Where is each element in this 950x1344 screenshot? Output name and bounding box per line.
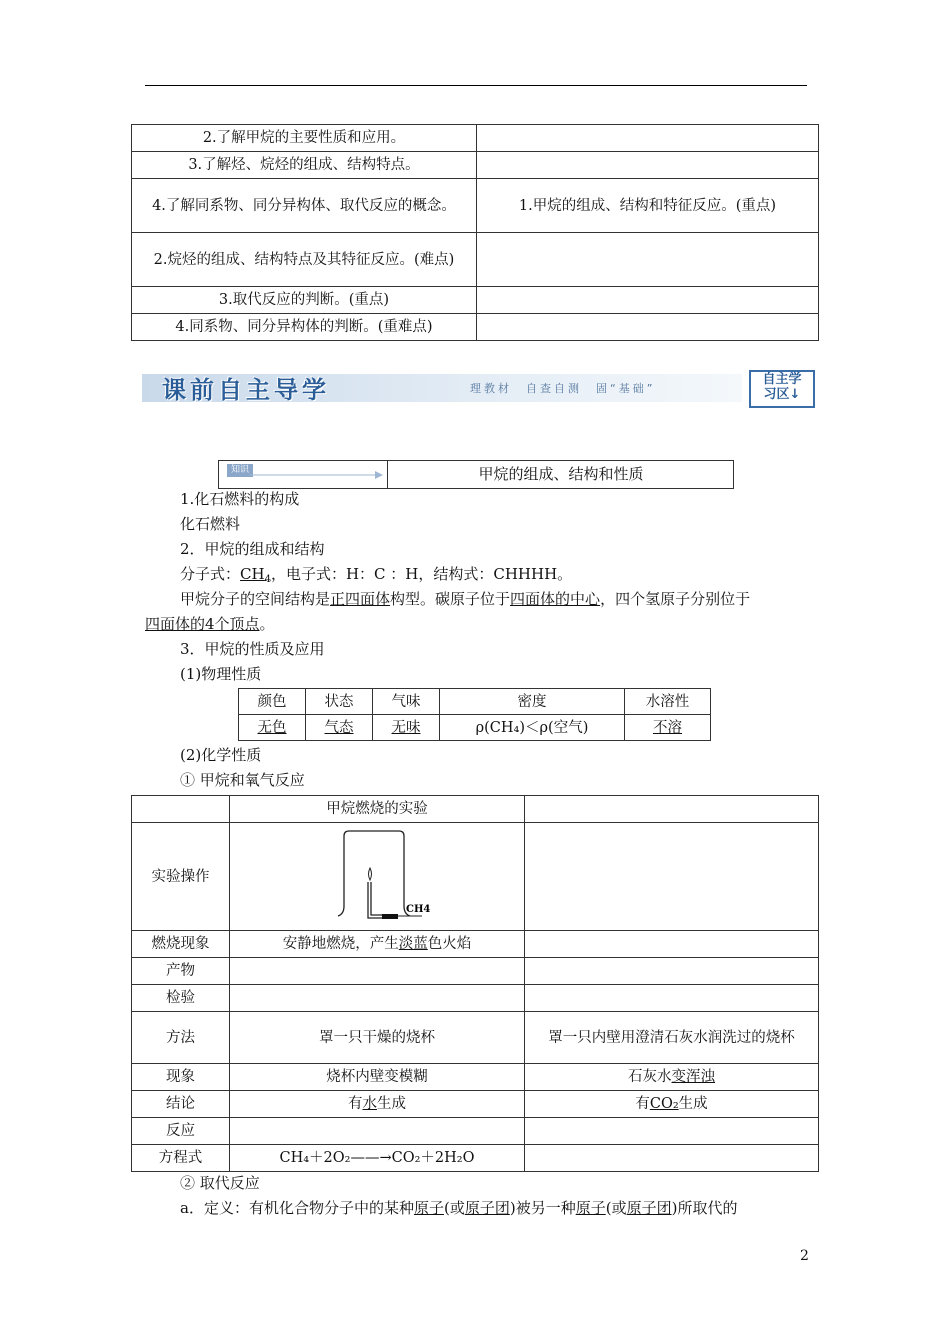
observation-label: 现象 — [132, 1064, 230, 1091]
gas-tube-icon — [382, 914, 398, 919]
operation-label: 实验操作 — [132, 823, 230, 931]
method-limewater-beaker: 罩一只内壁用澄清石灰水润洗过的烧杯 — [525, 1012, 819, 1064]
heading-properties: 3．甲烷的性质及应用 — [180, 640, 325, 658]
value-solubility: 不溶 — [625, 715, 711, 741]
fossil-fuels-body: 化石燃料 — [180, 515, 241, 533]
heading-chemical: (2)化学性质 — [180, 746, 262, 764]
structure-line-1: 甲烷分子的空间结构是正四面体构型。碳原子位于四面体的中心，四个氢原子分别位于 — [180, 590, 751, 608]
physical-properties-table — [238, 688, 711, 741]
combustion-header: 甲烷燃烧的实验 — [230, 796, 525, 823]
conclusion-label: 结论 — [132, 1091, 230, 1118]
section-heading — [218, 460, 734, 489]
header-rule — [145, 85, 807, 86]
gas-label: CH4 — [406, 903, 431, 915]
objective-cell: 2.烷烃的组成、结构特点及其特征反应。(难点) — [132, 233, 477, 287]
heading-composition: 2．甲烷的组成和结构 — [180, 540, 325, 558]
product-label: 产物 — [132, 958, 230, 985]
value-color: 无色 — [239, 715, 306, 741]
conclusion-1: 有水生成 — [230, 1091, 525, 1118]
equation-value: CH₄＋2O₂——→CO₂＋2H₂O — [230, 1145, 525, 1172]
objective-cell: 2.了解甲烷的主要性质和应用。 — [132, 125, 477, 152]
observation-1: 烧杯内壁变模糊 — [230, 1064, 525, 1091]
reaction-label: 反应 — [132, 1118, 230, 1145]
heading-physical: (1)物理性质 — [180, 665, 262, 683]
objective-cell: 4.同系物、同分异构体的判断。(重难点) — [132, 314, 477, 341]
objective-cell: 4.了解同系物、同分异构体、取代反应的概念。 — [132, 179, 477, 233]
header-state: 状态 — [306, 689, 373, 715]
objectives-table — [131, 124, 819, 341]
beaker-flame-diagram — [322, 828, 432, 926]
molecular-formula: $CH_4$ — [240, 565, 271, 585]
heading-substitution: ② 取代反应 — [180, 1174, 260, 1192]
objective-cell: 3.了解烃、烷烃的组成、结构特点。 — [132, 152, 477, 179]
badge-line-2: 习区↓ — [763, 387, 801, 402]
value-density: ρ(CH₄)＜ρ(空气) — [440, 715, 625, 741]
objective-cell: 3.取代反应的判断。(重点) — [132, 287, 477, 314]
banner-badge — [749, 370, 815, 408]
observation-2: 石灰水变浑浊 — [525, 1064, 819, 1091]
badge-line-1: 自主学 — [762, 372, 802, 387]
section-tag — [219, 461, 388, 488]
conclusion-2: 有CO₂生成 — [525, 1091, 819, 1118]
section-tag-label: 知识 — [227, 464, 253, 477]
phenomenon-label: 燃烧现象 — [132, 931, 230, 958]
value-state: 气态 — [306, 715, 373, 741]
definition-line: a．定义：有机化合物分子中的某种原子(或原子团)被另一种原子(或原子团)所取代的 — [180, 1199, 738, 1217]
heading-fossil-fuels: 1.化石燃料的构成 — [180, 490, 300, 508]
equation-label: 方程式 — [132, 1145, 230, 1172]
header-color: 颜色 — [239, 689, 306, 715]
header-density: 密度 — [440, 689, 625, 715]
header-odor: 气味 — [373, 689, 440, 715]
test-label: 检验 — [132, 985, 230, 1012]
banner-title: 课前自主导学 — [162, 376, 330, 404]
structure-line-2: 四面体的4个顶点。 — [145, 615, 275, 633]
arrow-icon — [249, 471, 383, 479]
apparatus-cell — [230, 823, 525, 931]
banner-slogan: 理教材 自查自测 固“基础” — [470, 382, 656, 395]
section-title: 甲烷的组成、结构和性质 — [478, 465, 644, 483]
heading-oxygen-reaction: ① 甲烷和氧气反应 — [180, 771, 305, 789]
objective-key-point: 1.甲烷的组成、结构和特征反应。(重点) — [477, 179, 819, 233]
header-solubility: 水溶性 — [625, 689, 711, 715]
method-dry-beaker: 罩一只干燥的烧杯 — [230, 1012, 525, 1064]
section-banner — [142, 368, 814, 408]
value-odor: 无味 — [373, 715, 440, 741]
page-number: 2 — [800, 1248, 809, 1264]
formula-line: 分子式：$CH_4$，电子式：H：C ：H，结构式：CHHHH。 — [180, 565, 573, 585]
combustion-table — [131, 795, 819, 1172]
method-label: 方法 — [132, 1012, 230, 1064]
phenomenon-value: 安静地燃烧，产生淡蓝色火焰 — [230, 931, 525, 958]
